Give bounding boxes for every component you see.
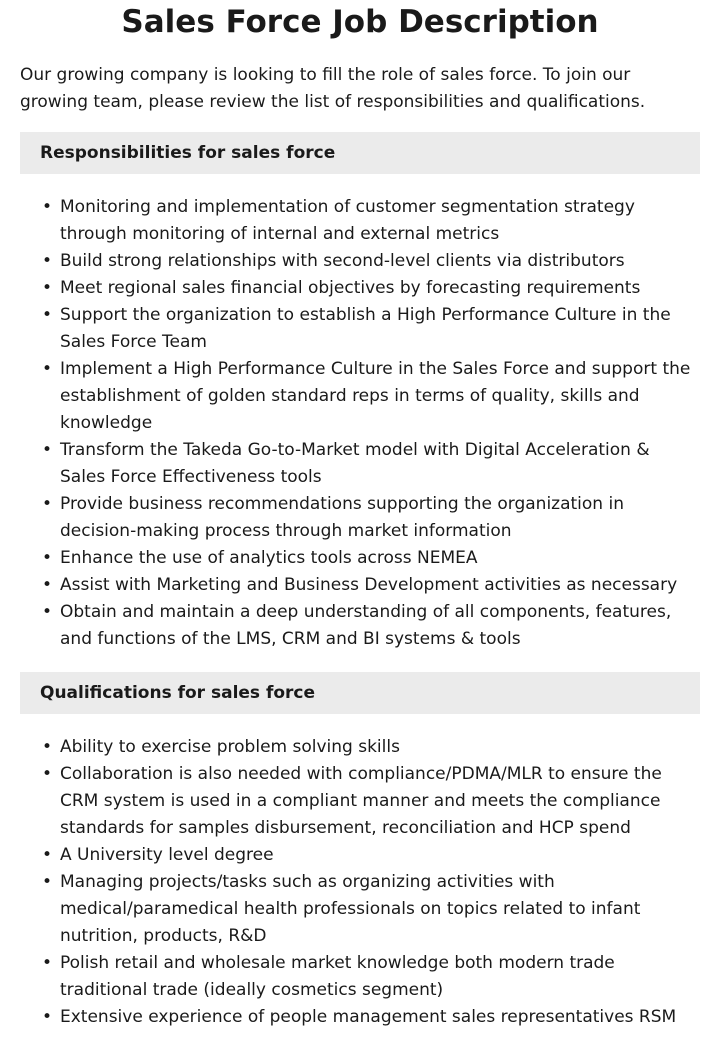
list-item-text: Meet regional sales financial objectives by forecasting requirements (60, 278, 641, 298)
list-item (42, 248, 700, 275)
list-item-text: Implement a High Performance Culture in the Sales Force and support the establishment of golden standard reps in terms of quality, skills and knowledge (60, 359, 691, 433)
list-item-text: Assist with Marketing and Business Development activities as necessary (60, 575, 678, 595)
bullet-icon: • (42, 548, 53, 568)
list-item (42, 275, 700, 302)
bullet-icon: • (42, 494, 53, 514)
list-item-text: Managing projects/tasks such as organizing activities with medical/paramedical health professionals on topics related to infant nutrition, products, R&D (60, 872, 641, 946)
list-item-text: Support the organization to establish a High Performance Culture in the Sales Force Team (60, 305, 671, 352)
bullet-icon: • (42, 845, 53, 865)
bullet-icon: • (42, 251, 53, 271)
bullet-icon: • (42, 575, 53, 595)
list-item (42, 869, 700, 950)
list-item (42, 491, 700, 545)
bullet-icon: • (42, 1007, 53, 1027)
responsibilities-list (20, 194, 700, 653)
list-item-text: Ability to exercise problem solving skills (60, 737, 400, 757)
list-item-text: Enhance the use of analytics tools across NEMEA (60, 548, 478, 568)
bullet-icon: • (42, 872, 53, 892)
bullet-icon: • (42, 737, 53, 757)
list-item (42, 842, 700, 869)
qualifications-heading: Qualifications for sales force (20, 672, 700, 714)
list-item-text: Provide business recommendations supporting the organization in decision-making process through market information (60, 494, 624, 541)
list-item (42, 545, 700, 572)
list-item-text: Collaboration is also needed with compliance/PDMA/MLR to ensure the CRM system is used in a compliant manner and meets the compliance standards for samples disbursement, reconciliation and HCP spend (60, 764, 662, 838)
list-item (42, 761, 700, 842)
list-item (42, 356, 700, 437)
intro-paragraph: Our growing company is looking to fill the role of sales force. To join our growing team, please review the list of responsibilities and qualifications. (20, 65, 646, 112)
bullet-icon: • (42, 764, 53, 784)
bullet-icon: • (42, 440, 53, 460)
list-item-text: A University level degree (60, 845, 274, 865)
list-item (42, 572, 700, 599)
bullet-icon: • (42, 602, 53, 622)
list-item (42, 950, 700, 1004)
list-item (42, 734, 700, 761)
page-title: Sales Force Job Description (121, 4, 599, 40)
list-item (42, 194, 700, 248)
list-item (42, 1004, 700, 1031)
bullet-icon: • (42, 278, 53, 298)
list-item-text: Extensive experience of people management sales representatives RSM (60, 1007, 677, 1027)
bullet-icon: • (42, 359, 53, 379)
bullet-icon: • (42, 305, 53, 325)
qualifications-list (20, 734, 700, 1031)
list-item (42, 437, 700, 491)
list-item (42, 302, 700, 356)
list-item-text: Monitoring and implementation of customer segmentation strategy through monitoring of internal and external metrics (60, 197, 635, 244)
list-item (42, 599, 700, 653)
responsibilities-heading: Responsibilities for sales force (20, 132, 700, 174)
list-item-text: Obtain and maintain a deep understanding of all components, features, and functions of the LMS, CRM and BI systems & tools (60, 602, 672, 649)
list-item-text: Transform the Takeda Go-to-Market model with Digital Acceleration & Sales Force Effectiveness tools (60, 440, 650, 487)
bullet-icon: • (42, 953, 53, 973)
list-item-text: Build strong relationships with second-level clients via distributors (60, 251, 625, 271)
list-item-text: Polish retail and wholesale market knowledge both modern trade traditional trade (ideally cosmetics segment) (60, 953, 615, 1000)
bullet-icon: • (42, 197, 53, 217)
